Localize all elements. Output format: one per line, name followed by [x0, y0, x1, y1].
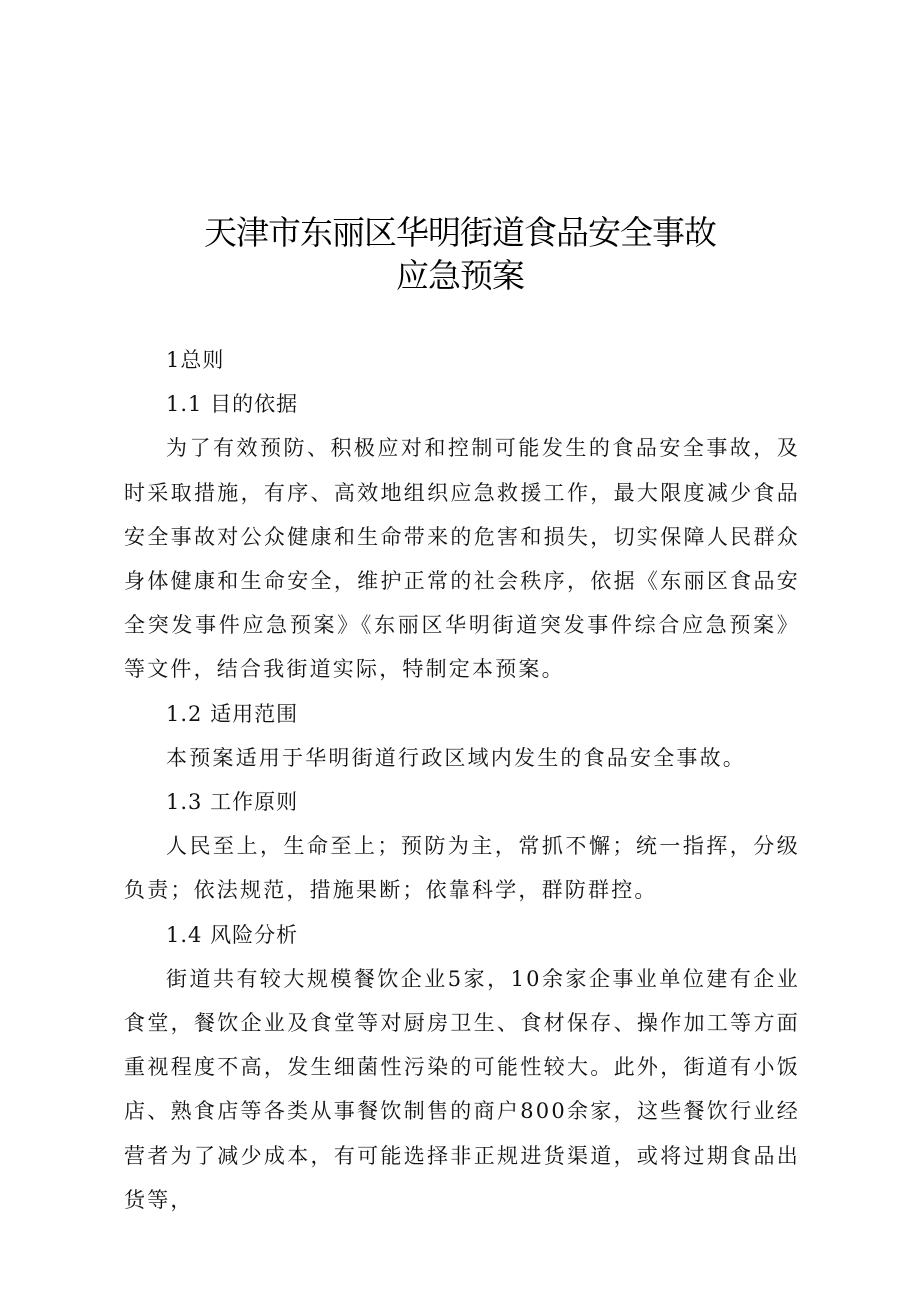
- section-heading-purpose: 1.1 目的依据: [166, 392, 299, 417]
- document-body: [124, 338, 800, 1222]
- section-heading-general: 1总则: [166, 348, 225, 372]
- section-heading-principles: 1.3 工作原则: [166, 790, 299, 815]
- paragraph-principles: 人民至上，生命至上；预防为主，常抓不懈；统一指挥，分级负责；依法规范，措施果断；依靠科学，群防群控。: [124, 834, 800, 903]
- document-title-line-1: 天津市东丽区华明街道食品安全事故: [204, 213, 716, 252]
- paragraph-scope: 本预案适用于华明街道行政区域内发生的食品安全事故。: [166, 745, 746, 770]
- section-heading-risk: 1.4 风险分析: [166, 922, 299, 947]
- paragraph-purpose: 为了有效预防、积极应对和控制可能发生的食品安全事故，及时采取措施，有序、高效地组织应急救援工作，最大限度减少食品安全事故对公众健康和生命带来的危害和损失，切实保障人民群众身体健康和生命安全，维护正常的社会秩序，依据《东丽区食品安全突发事件应急预案》《东丽区华明街道突发事件综合应急预案》等文件，结合我街道实际，特制定本预案。: [124, 436, 800, 682]
- section-heading-scope: 1.2 适用范围: [166, 701, 299, 726]
- paragraph-risk: 街道共有较大规模餐饮企业5家，10余家企事业单位建有企业食堂，餐饮企业及食堂等对厨房卫生、食材保存、操作加工等方面重视程度不高，发生细菌性污染的可能性较大。此外，街道有小饭店、熟食店等各类从事餐饮制售的商户800余家，这些餐饮行业经营者为了减少成本，有可能选择非正规进货渠道，或将过期食品出货等，: [124, 966, 800, 1212]
- document-title-line-2: 应急预案: [396, 256, 524, 295]
